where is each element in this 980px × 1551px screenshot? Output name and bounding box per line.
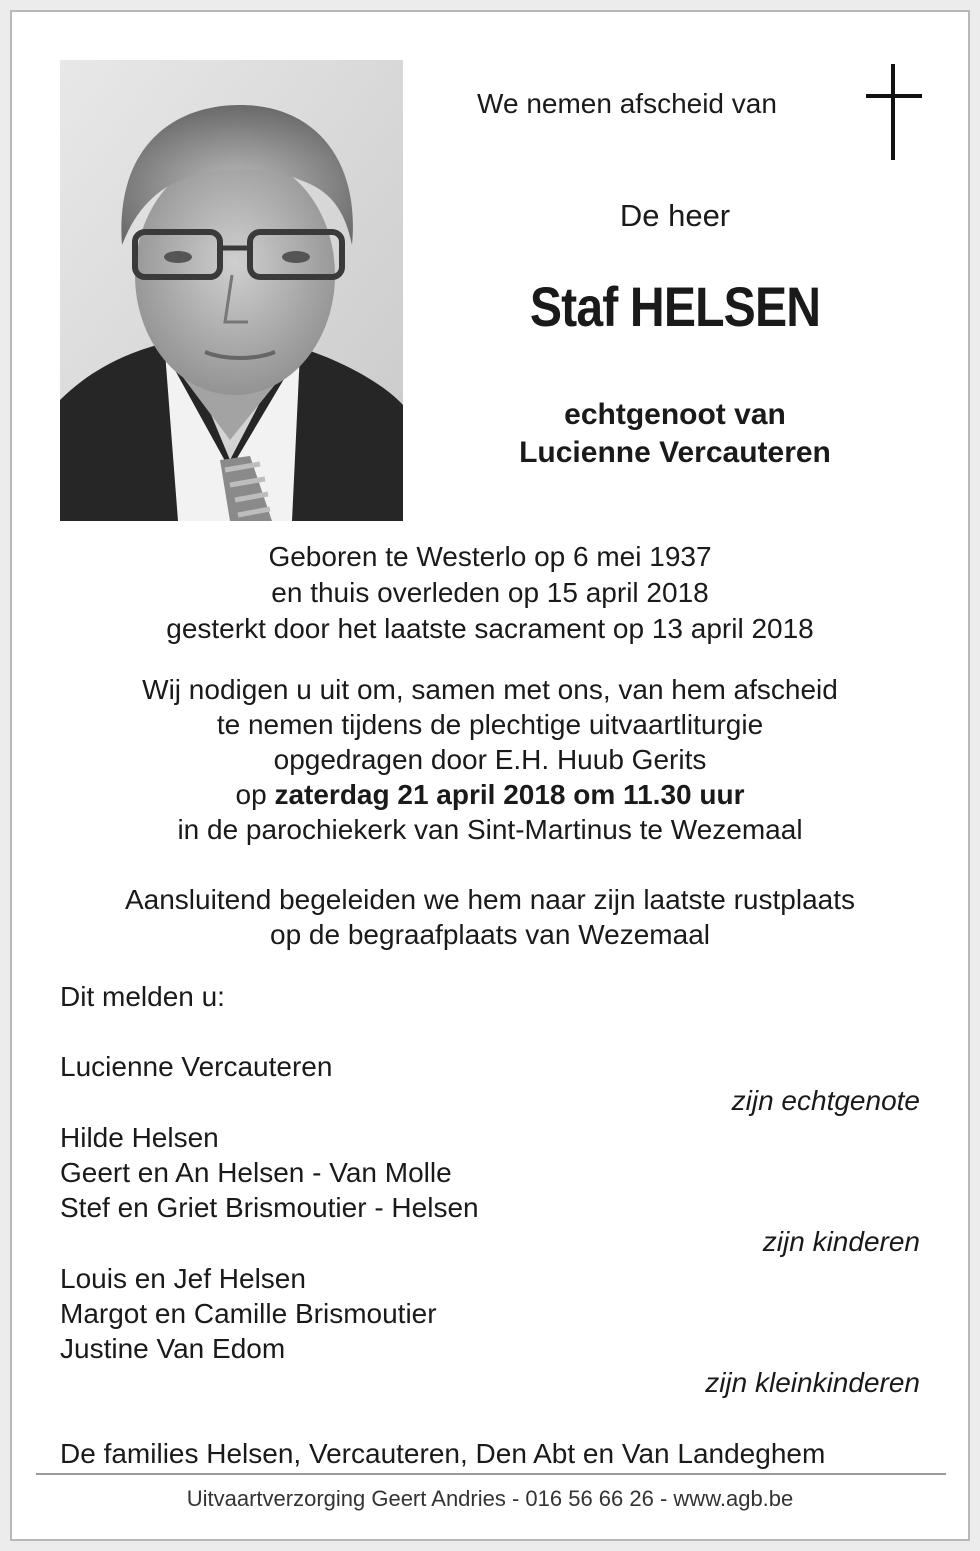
death-notice-card xyxy=(10,10,970,1541)
burial-line-1: Aansluitend begeleiden we hem naar zijn laatste rustplaats xyxy=(124,884,855,915)
birth-line: Geboren te Westerlo op 6 mei 1937 xyxy=(268,541,712,572)
intro-text: We nemen afscheid van xyxy=(477,88,777,119)
family-heading: Dit melden u: xyxy=(60,981,225,1012)
burial-line-2: op de begraafplaats van Wezemaal xyxy=(270,919,710,950)
service-date-line xyxy=(12,777,968,812)
spouse-line-1: echtgenoot van xyxy=(564,398,786,431)
grandchild-name: Margot en Camille Brismoutier xyxy=(60,1298,437,1329)
children-role: zijn kinderen xyxy=(762,1226,920,1257)
portrait-photo xyxy=(60,60,403,521)
spouse-name: Lucienne Vercauteren xyxy=(60,1051,333,1082)
footer-text: Uitvaartverzorging Geert Andries - 016 56 66 26 - www.agb.be xyxy=(186,1486,794,1511)
child-name: Geert en An Helsen - Van Molle xyxy=(60,1157,452,1188)
grandchild-name: Justine Van Edom xyxy=(60,1333,286,1364)
spouse-line-2: Lucienne Vercauteren xyxy=(519,436,831,469)
service-line-2: te nemen tijdens de plechtige uitvaartliturgie xyxy=(216,709,764,740)
deceased-name: Staf HELSEN xyxy=(529,275,821,338)
service-line-1: Wij nodigen u uit om, samen met ons, van hem afscheid xyxy=(142,674,838,705)
honorific-title: De heer xyxy=(619,198,731,233)
sacrament-line: gesterkt door het laatste sacrament op 13 april 2018 xyxy=(166,613,814,644)
child-name: Hilde Helsen xyxy=(60,1122,219,1153)
service-date: zaterdag 21 april 2018 om 11.30 uur xyxy=(274,779,745,810)
grandchild-name: Louis en Jef Helsen xyxy=(60,1263,306,1294)
service-location: in de parochiekerk van Sint-Martinus te Wezemaal xyxy=(177,814,803,845)
death-line: en thuis overleden op 15 april 2018 xyxy=(271,577,709,608)
footer-divider xyxy=(36,1473,946,1475)
families-line: De families Helsen, Vercauteren, Den Abt en Van Landeghem xyxy=(60,1438,826,1469)
service-date-prefix: op xyxy=(235,779,275,810)
latin-cross-icon xyxy=(864,64,924,164)
grandchildren-role: zijn kleinkinderen xyxy=(705,1367,920,1398)
child-name: Stef en Griet Brismoutier - Helsen xyxy=(60,1192,479,1223)
service-line-3: opgedragen door E.H. Huub Gerits xyxy=(273,744,707,775)
spouse-role: zijn echtgenote xyxy=(731,1085,920,1116)
